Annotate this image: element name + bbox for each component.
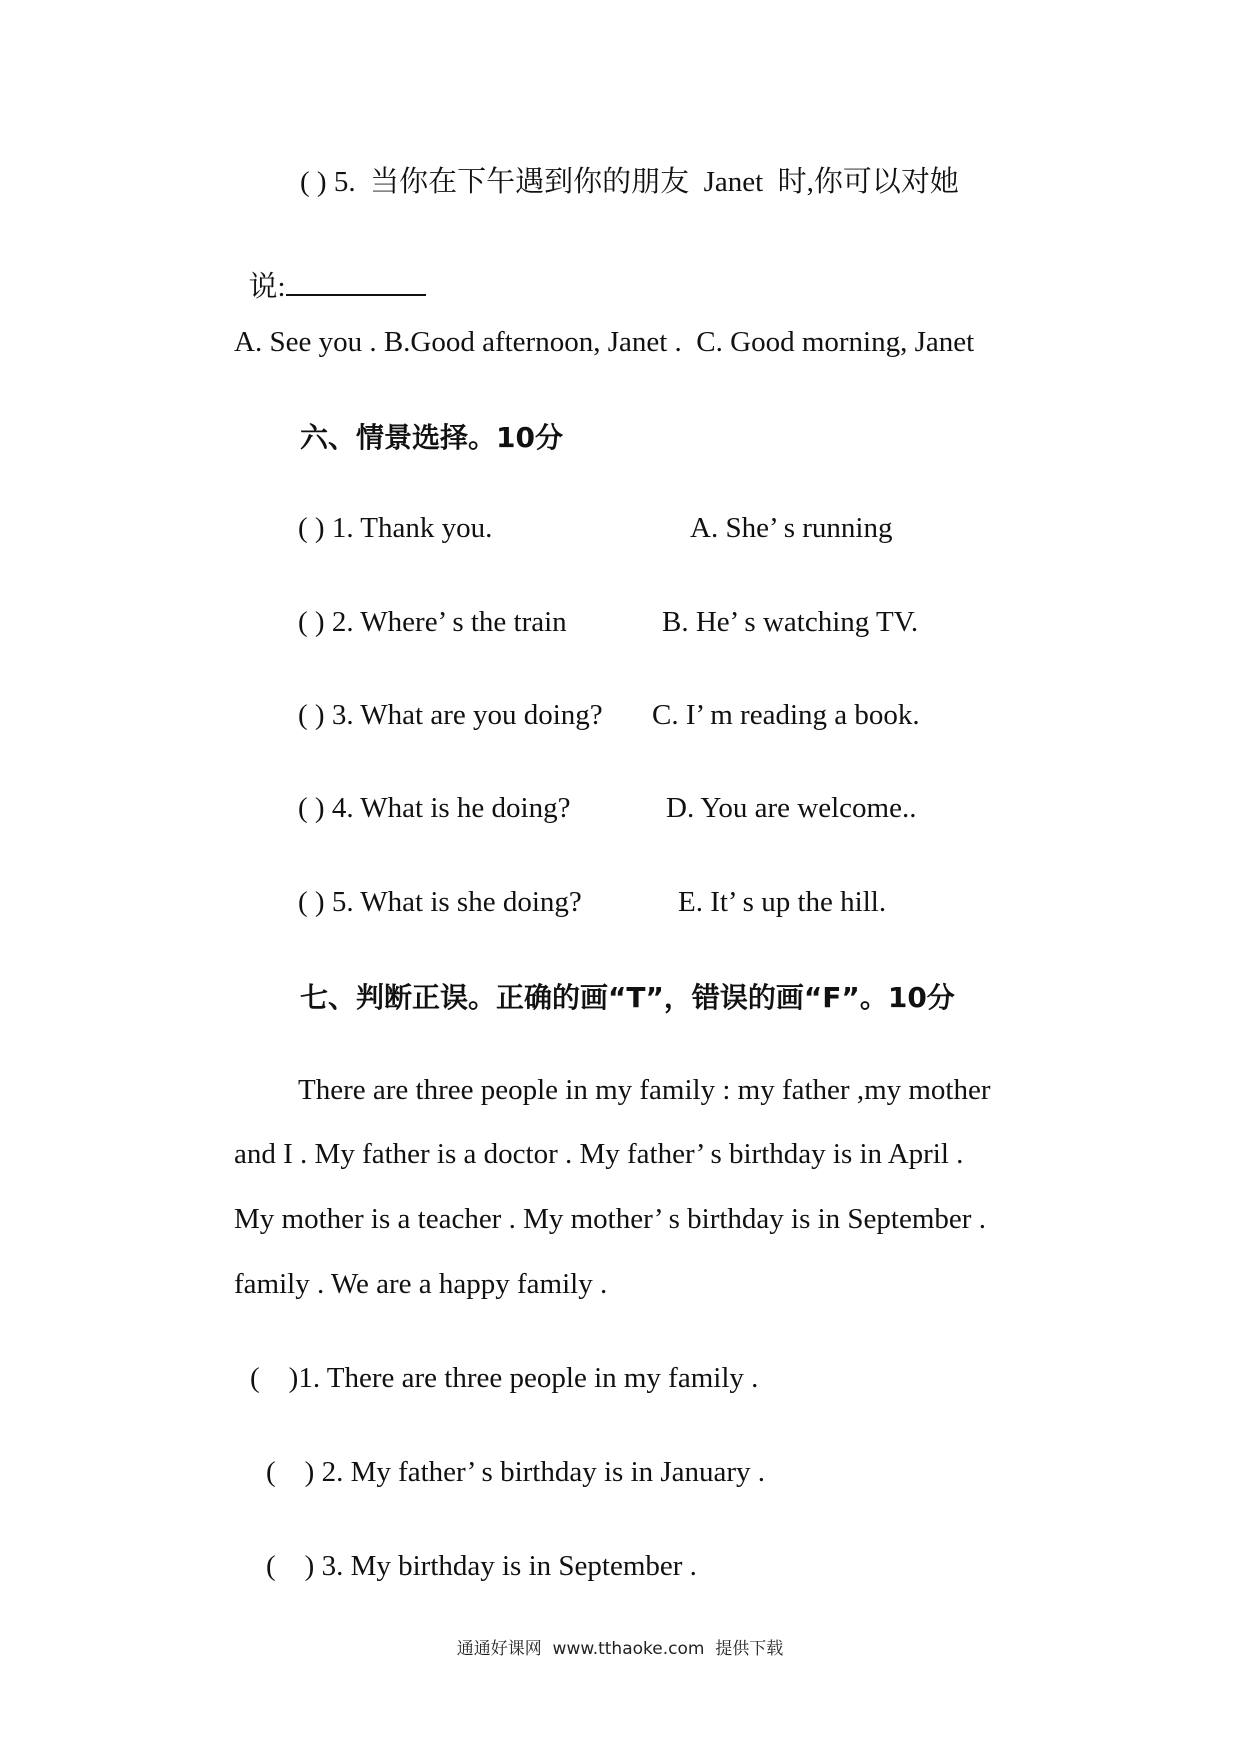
matching-item-left-1: ( ) 1. Thank you. (298, 512, 493, 544)
question-5-line2 (234, 232, 426, 305)
matching-item-left-4: ( ) 4. What is he doing? (298, 792, 571, 824)
section-7-heading: 七、判断正误。正确的画“T”，错误的画“F”。10分 (300, 981, 955, 1014)
passage-line-1: There are three people in my family : my father ,my mother (298, 1074, 991, 1106)
tf-question-2: ( ) 2. My father’ s birthday is in January . (266, 1456, 766, 1488)
tf-question-3: ( ) 3. My birthday is in September . (266, 1550, 697, 1582)
answer-blank[interactable] (286, 268, 426, 296)
matching-item-left-3: ( ) 3. What are you doing? (298, 699, 603, 731)
question-5-line1: ( ) 5. 当你在下午遇到你的朋友 Janet 时,你可以对她 (300, 166, 959, 198)
question-5-options: A. See you . B.Good afternoon, Janet . C. Good morning, Janet (234, 326, 975, 358)
matching-item-right-a: A. She’ s running (690, 512, 893, 544)
matching-item-right-e: E. It’ s up the hill. (678, 886, 887, 918)
passage-line-2: and I . My father is a doctor . My father’ s birthday is in April . (234, 1138, 964, 1170)
passage-line-3: My mother is a teacher . My mother’ s birthday is in September . (234, 1203, 986, 1235)
section-6-heading: 六、情景选择。10分 (300, 421, 563, 454)
matching-item-left-2: ( ) 2. Where’ s the train (298, 606, 567, 638)
passage-line-4: family . We are a happy family . (234, 1268, 608, 1300)
matching-item-left-5: ( ) 5. What is she doing? (298, 886, 582, 918)
tf-question-1: ( )1. There are three people in my family . (250, 1362, 759, 1394)
matching-item-right-b: B. He’ s watching TV. (662, 606, 919, 638)
question-5-prefix: 说: (248, 271, 286, 303)
matching-item-right-d: D. You are welcome.. (666, 792, 917, 824)
page-footer: 通通好课网 www.tthaoke.com 提供下载 (456, 1639, 784, 1659)
matching-item-right-c: C. I’ m reading a book. (652, 699, 920, 731)
